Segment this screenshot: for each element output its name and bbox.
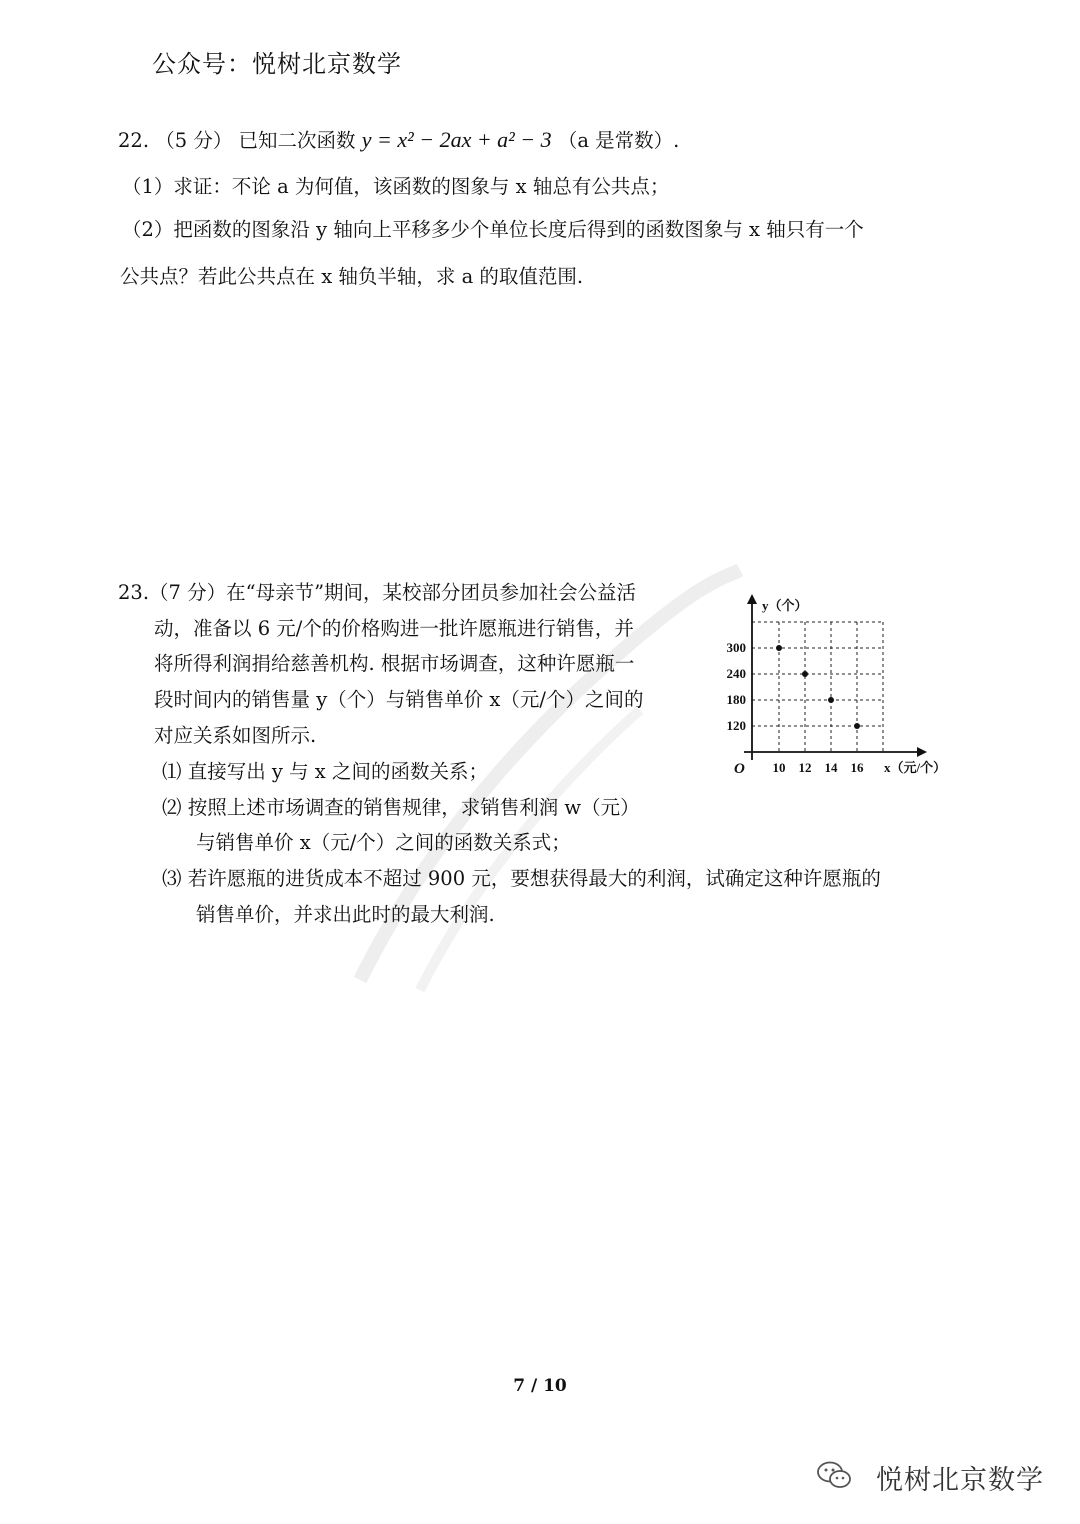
q23-part2-line2: 与销售单价 x（元/个）之间的函数关系式； xyxy=(196,831,571,854)
x-tick-10: 10 xyxy=(772,760,786,775)
q22-stem-post: （a 是常数）. xyxy=(557,129,680,152)
q22-formula: y = x² − 2ax + a² − 3 xyxy=(361,127,552,152)
q22-stem xyxy=(118,128,679,153)
data-point-14 xyxy=(828,697,834,703)
origin-label: O xyxy=(734,761,745,777)
data-point-10 xyxy=(776,645,782,651)
q23-line5: 对应关系如图所示. xyxy=(154,724,317,747)
y-tick-300: 300 xyxy=(726,640,746,655)
x-tick-14: 14 xyxy=(824,760,838,775)
y-tick-180: 180 xyxy=(726,692,746,707)
q22-points: （5 分） xyxy=(155,129,233,152)
q23-line3: 将所得利润捐给慈善机构. 根据市场调查，这种许愿瓶一 xyxy=(154,652,635,675)
wechat-icon xyxy=(816,1460,852,1490)
data-point-16 xyxy=(854,723,860,729)
data-point-12 xyxy=(802,671,808,677)
y-tick-240: 240 xyxy=(726,666,746,681)
q23-part1: ⑴ 直接写出 y 与 x 之间的函数关系； xyxy=(162,760,489,783)
chart-points xyxy=(776,645,860,729)
q22-number: 22. xyxy=(118,129,150,152)
q23-line1: 23.（7 分）在“母亲节”期间，某校部分团员参加社会公益活 xyxy=(118,581,637,604)
chart-ticks xyxy=(727,640,865,775)
q23-part2-line1: ⑵ 按照上述市场调查的销售规律，求销售利润 w（元） xyxy=(162,796,640,819)
footer-watermark: 悦树北京数学 xyxy=(876,1465,1044,1496)
q22-part2-line1: （2）把函数的图象沿 y 轴向上平移多少个单位长度后得到的函数图象与 x 轴只有一个 xyxy=(122,218,864,241)
page-number: 7 / 10 xyxy=(513,1376,567,1396)
chart-grid xyxy=(752,622,883,752)
y-axis-label: y（个） xyxy=(762,598,808,613)
q23-line4: 段时间内的销售量 y（个）与销售单价 x（元/个）之间的 xyxy=(154,688,644,711)
q22-part1: （1）求证：不论 a 为何值，该函数的图象与 x 轴总有公共点； xyxy=(122,175,670,198)
y-axis-arrow xyxy=(747,594,757,604)
y-tick-120: 120 xyxy=(726,718,746,733)
q23-part3-line2: 销售单价，并求出此时的最大利润. xyxy=(196,903,495,926)
x-axis-arrow xyxy=(917,747,927,757)
sales-chart xyxy=(712,592,962,792)
x-axis-label: x（元/个） xyxy=(884,760,947,775)
q23-part3-line1: ⑶ 若许愿瓶的进货成本不超过 900 元，要想获得最大的利润，试确定这种许愿瓶的 xyxy=(162,867,881,890)
x-tick-16: 16 xyxy=(850,760,864,775)
q22-stem-pre: 已知二次函数 xyxy=(238,129,356,152)
page-header: 公众号：悦树北京数学 xyxy=(152,50,402,78)
q22-part2-line2: 公共点？若此公共点在 x 轴负半轴，求 a 的取值范围. xyxy=(120,265,584,288)
x-tick-12: 12 xyxy=(798,760,812,775)
q23-line2: 动，准备以 6 元/个的价格购进一批许愿瓶进行销售，并 xyxy=(154,617,634,640)
